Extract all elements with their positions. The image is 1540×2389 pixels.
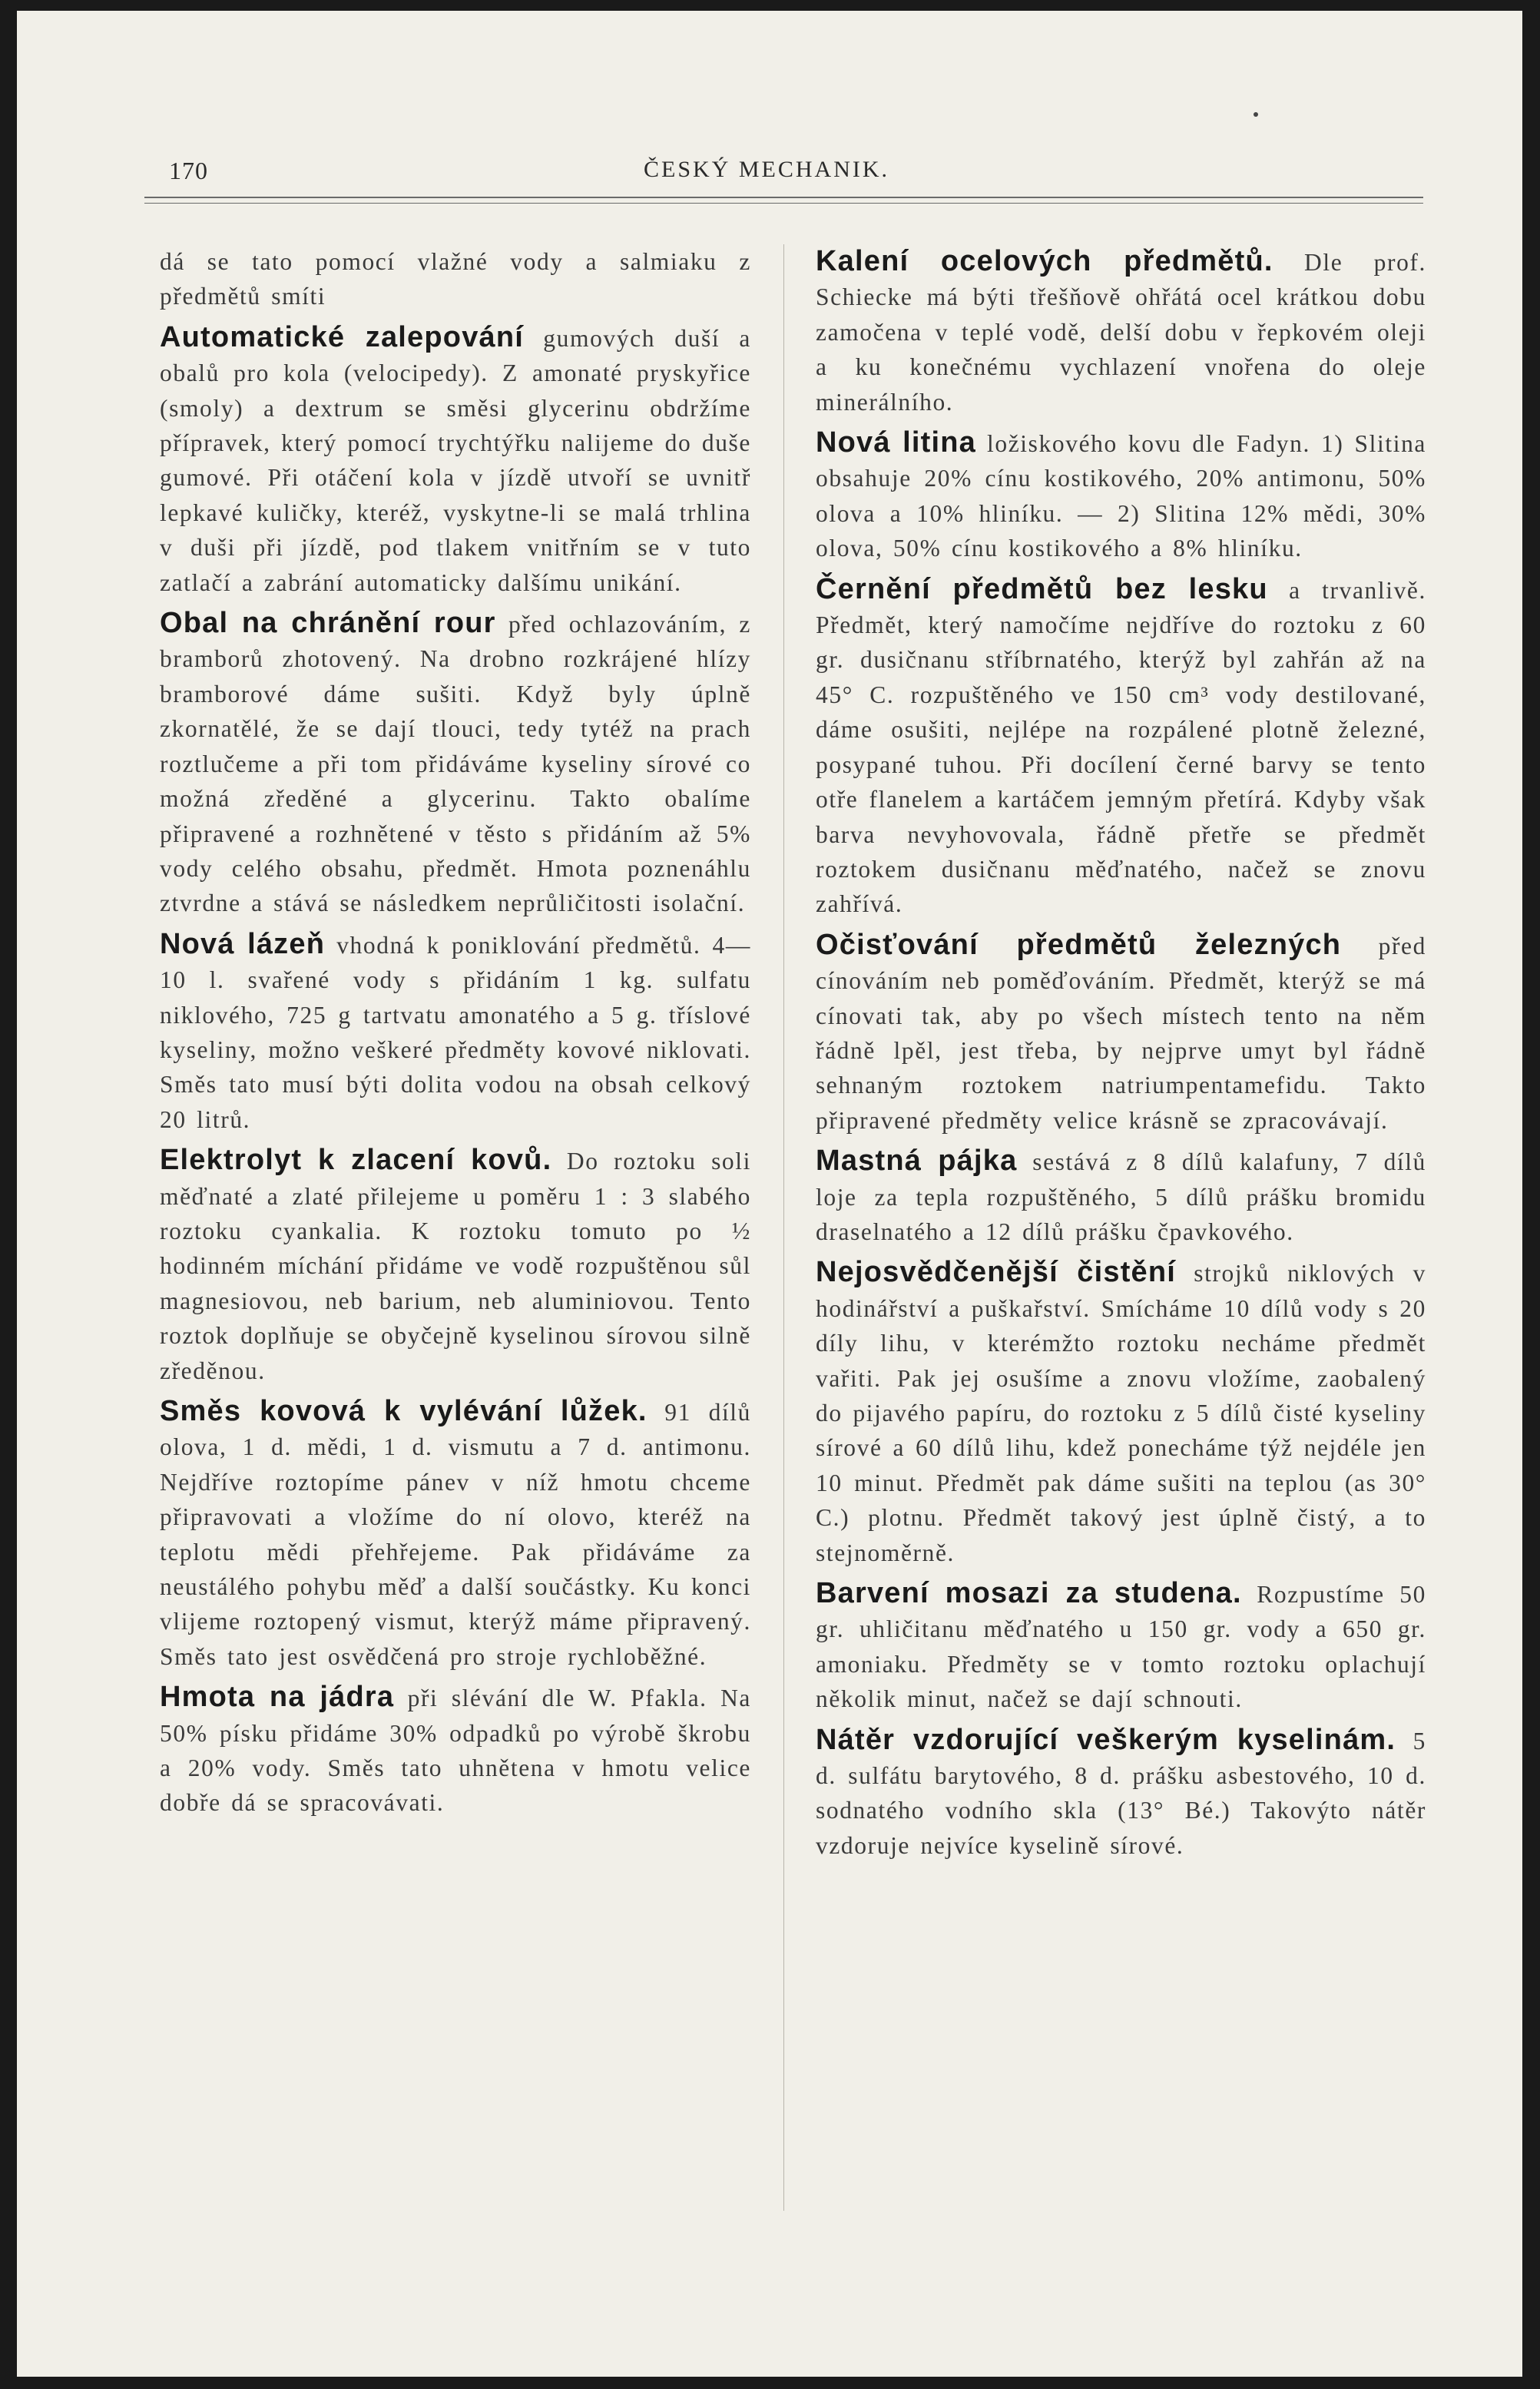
paragraph (816, 1723, 1426, 1864)
paragraph (816, 928, 1426, 1138)
paragraph (160, 244, 751, 314)
paragraph-body: strojků niklových v hodinářství a puškařství. Smícháme 10 dílů vody s 20 díly lihu, v kterémžto roztoku necháme předmět vařiti. Pak jej osušíme a znovu vložíme, zaobalený do pijavého papíru, do roztoku z 5 dílů čisté kyseliny sírové a 60 dílů lihu, kdež ponecháme týž nejdéle jen 10 minut. Předmět pak dáme sušiti na teplou (as 30° C.) plotnu. Předmět takový jest úplně čistý, a to stejnoměrně. (816, 1260, 1426, 1566)
paragraph-body: při slévání dle W. Pfakla. Na 50% písku přidáme 30% odpadků po výrobě škrobu a 20% vody. Směs tato uhnětena v hmotu velice dobře dá se spracovávati. (160, 1685, 751, 1817)
section-heading: Směs kovová k vylévání lůžek. (160, 1395, 647, 1427)
paragraph-body: 5 d. sulfátu barytového, 8 d. prášku asbestového, 10 d. sodnatého vodního skla (13° Bé.) Takovýto nátěr vzdoruje nejvíce kyselině sírové. (816, 1727, 1426, 1859)
running-title: ČESKÝ MECHANIK. (644, 157, 890, 182)
section-heading: Nátěr vzdorující veškerým kyselinám. (816, 1723, 1396, 1756)
paragraph (816, 1255, 1426, 1570)
header-rule-thin (144, 203, 1423, 204)
paragraph-body: Dle prof. Schiecke má býti třešňově ohřátá ocel krátkou dobu zamočena v teplé vodě, delší dobu v řepkovém oleji a ku konečnému vychlazení vnořena do oleje minerálního. (816, 249, 1426, 416)
paragraph-body: Rozpustíme 50 gr. uhličitanu měďnatého u 150 gr. vody a 650 gr. amoniaku. Předměty se v tomto roztoku oplachují několik minut, načež se dají schnouti. (816, 1581, 1427, 1713)
paragraph (160, 606, 751, 921)
paragraph-body: gumových duší a obalů pro kola (velocipedy). Z amonaté pryskyřice (smoly) a dextrum se směsi glycerinu obdržíme přípravek, který pomocí trychtýřku nalijeme do duše gumové. Při otáčení kola v jízdě utvoří se uvnitř lepkavé kuličky, kteréž, vyskytne-li se malá trhlina v duši při jízdě, pod tlakem vnitřním se v tuto zatlačí a zabrání automaticky dalšímu unikání. (160, 324, 751, 596)
paragraph-body: před ochlazováním, z bramborů zhotovený. Na drobno rozkrájené hlízy bramborové dáme sušiti. Když byly úplně zkornatělé, že se dají tlouci, tedy tytéž na prach roztlučeme a při tom přidáváme kyseliny sírové co možná zředěné a glycerinu. Takto obalíme připravené a rozhnětené v těsto s přidáním až 5% vody celého obsahu, předmět. Hmota poznenáhlu ztvrdne a stává se následkem neprůličitosti isolační. (160, 611, 752, 917)
page-header (144, 146, 1423, 192)
section-heading: Očisťování předmětů železných (816, 928, 1342, 961)
paragraph-body: 91 dílů olova, 1 d. mědi, 1 d. vismutu a 7 d. antimonu. Nejdříve roztopíme pánev v níž hmotu chceme připravovati a vložíme do ní olovo, kteréž na teplotu mědi přehřejeme. Pak přidáváme za neustálého pohybu měď a další součástky. Ku konci vlijeme roztopený vismut, kterýž máme připravený. Směs tato jest osvědčená pro stroje rychloběžné. (160, 1399, 751, 1670)
paragraph-body: a trvanlivě. Předmět, který namočíme nejdříve do roztoku z 60 gr. dusičnanu stříbrnatého, kterýž byl zahřán až na 45° C. rozpuštěného ve 150 cm³ vody destilované, dáme osušiti, nejlépe na rozpálené plotně železné, posypané tuhou. Při docílení černé barvy se tento otře flanelem a kartáčem jemným přetírá. Kdyby však barva nevyhovovala, řádně přetře se předmět roztokem dusičnanu měďnatého, načež se znovu zahřívá. (816, 576, 1426, 918)
paragraph (816, 1576, 1426, 1717)
column-divider (783, 244, 784, 2211)
section-heading: Kalení ocelových předmětů. (816, 245, 1273, 277)
right-column (816, 244, 1426, 1863)
paragraph (816, 244, 1426, 419)
paragraph-body: vhodná k poniklování předmětů. 4—10 l. svařené vody s přidáním 1 kg. sulfatu niklového, 725 g tartvatu amonatého a 5 g. tříslové kyseliny, možno veškeré předměty kovové niklovati. Směs tato musí býti dolita vodou na obsah celkový 20 litrů. (160, 931, 751, 1133)
left-column (160, 244, 751, 1821)
section-heading: Nová lázeň (160, 927, 326, 960)
section-heading: Nejosvědčenější čistění (816, 1256, 1177, 1289)
paragraph (160, 927, 751, 1137)
section-heading: Elektrolyt k zlacení kovů. (160, 1144, 552, 1177)
paragraph (160, 1394, 751, 1674)
paragraph (160, 1680, 751, 1821)
section-heading: Obal na chránění rour (160, 607, 496, 640)
paragraph-body: Do roztoku soli měďnaté a zlaté přilejeme u poměru 1 : 3 slabého roztoku cyankalia. K roztoku tomuto po ½ hodinném míchání přidáme ve vodě rozpuštěnou sůl magnesiovou, neb barium, neb aluminiovou. Tento roztok doplňuje se obyčejně kyselinou sírovou silně zředěnou. (160, 1148, 751, 1384)
paragraph-body: ložiskového kovu dle Fadyn. 1) Slitina obsahuje 20% cínu kostikového, 20% antimonu, 50% olova a 10% hliníku. — 2) Slitina 12% mědi, 30% olova, 50% cínu kostikového a 8% hliníku. (816, 430, 1426, 562)
page-number: 170 (169, 157, 208, 184)
section-heading: Automatické zalepování (160, 320, 525, 353)
paragraph (160, 1143, 751, 1388)
paragraph (816, 572, 1426, 922)
paragraph (816, 426, 1426, 566)
header-rule (144, 197, 1423, 198)
section-heading: Mastná pájka (816, 1145, 1018, 1178)
paragraph-body: dá se tato pomocí vlažné vody a salmiaku z předmětů smíti (160, 248, 751, 310)
section-heading: Barvení mosazi za studena. (816, 1577, 1242, 1610)
speck (1254, 112, 1258, 117)
paragraph (160, 320, 751, 600)
paragraph-body: před cínováním neb poměďováním. Předmět, kterýž se má cínovati tak, aby po všech místech tento na něm řádně lpěl, jest třeba, by nejprve umyt byl řádně sehnaným roztokem natriumpentamefidu. Takto připravené předměty velice krásně se zpracovávají. (816, 932, 1426, 1134)
paragraph-body: sestává z 8 dílů kalafuny, 7 dílů loje za tepla rozpuštěného, 5 dílů prášku bromidu draselnatého a 12 dílů prášku čpavkového. (816, 1148, 1426, 1245)
paragraph (816, 1144, 1426, 1249)
section-heading: Hmota na jádra (160, 1681, 395, 1714)
section-heading: Nová litina (816, 426, 976, 459)
section-heading: Černění předmětů bez lesku (816, 572, 1268, 605)
